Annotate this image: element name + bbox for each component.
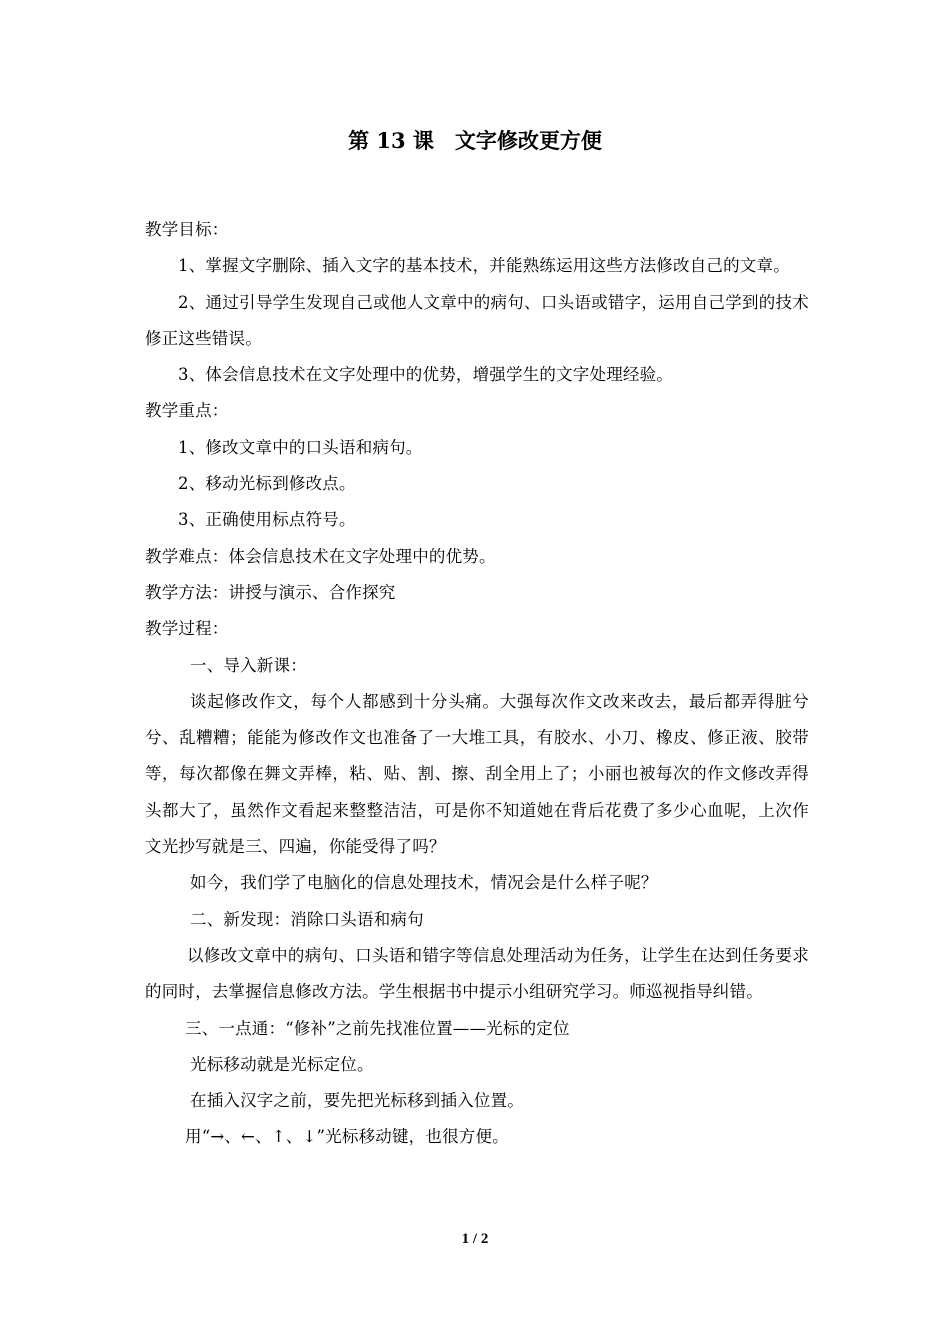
body-paragraph: 以修改文章中的病句、口头语和错字等信息处理活动为任务，让学生在达到任务要求的同时，去掌握信息修改方法。学生根据书中提示小组研究学习。师巡视指导纠错。 (145, 945, 809, 1002)
body-paragraph: 光标移动就是光标定位。 (190, 1054, 374, 1074)
document-body (145, 212, 809, 1156)
teaching-method: 教学方法：讲授与演示、合作探究 (145, 582, 396, 602)
page-number: 1 / 2 (461, 1231, 489, 1247)
process-heading: 一、导入新课： (190, 655, 307, 675)
document-title: 第 13 课 文字修改更方便 (348, 128, 602, 153)
section-label-process: 教学过程： (145, 619, 229, 639)
body-paragraph: 用“→、←、↑、↓”光标移动键，也很方便。 (185, 1127, 509, 1147)
key-point-item: 2、移动光标到修改点。 (178, 474, 356, 494)
objective-item: 3、体会信息技术在文字处理中的优势，增强学生的文字处理经验。 (178, 365, 673, 385)
section-label-objectives: 教学目标： (145, 220, 229, 239)
body-paragraph: 谈起修改作文，每个人都感到十分头痛。大强每次作文改来改去，最后都弄得脏兮兮、乱糟糟；能能为修改作文也准备了一大堆工具，有胶水、小刀、橡皮、修正液、胶带等，每次都像在舞文弄棒，粘、贴、割、擦、刮全用上了；小丽也被每次的作文修改弄得头都大了，虽然作文看起来整整洁洁，可是你不知道她在背后花费了多少心血呢，上次作文光抄写就是三、四遍，你能受得了吗？ (145, 691, 809, 857)
section-label-key-points: 教学重点： (145, 401, 229, 421)
objective-item: 2、通过引导学生发现自己或他人文章中的病句、口头语或错字，运用自己学到的技术修正这些错误。 (145, 292, 809, 348)
key-point-item: 3、正确使用标点符号。 (178, 510, 356, 530)
objective-item: 1、掌握文字删除、插入文字的基本技术，并能熟练运用这些方法修改自己的文章。 (178, 256, 790, 276)
body-paragraph: 在插入汉字之前，要先把光标移到插入位置。 (190, 1091, 524, 1111)
process-heading: 三、一点通：“修补”之前先找准位置——光标的定位 (185, 1018, 570, 1038)
teaching-difficulty: 教学难点：体会信息技术在文字处理中的优势。 (145, 546, 496, 566)
process-heading: 二、新发现：消除口头语和病句 (190, 909, 424, 929)
key-point-item: 1、修改文章中的口头语和病句。 (178, 437, 423, 457)
body-paragraph: 如今，我们学了电脑化的信息处理技术，情况会是什么样子呢？ (190, 873, 658, 893)
